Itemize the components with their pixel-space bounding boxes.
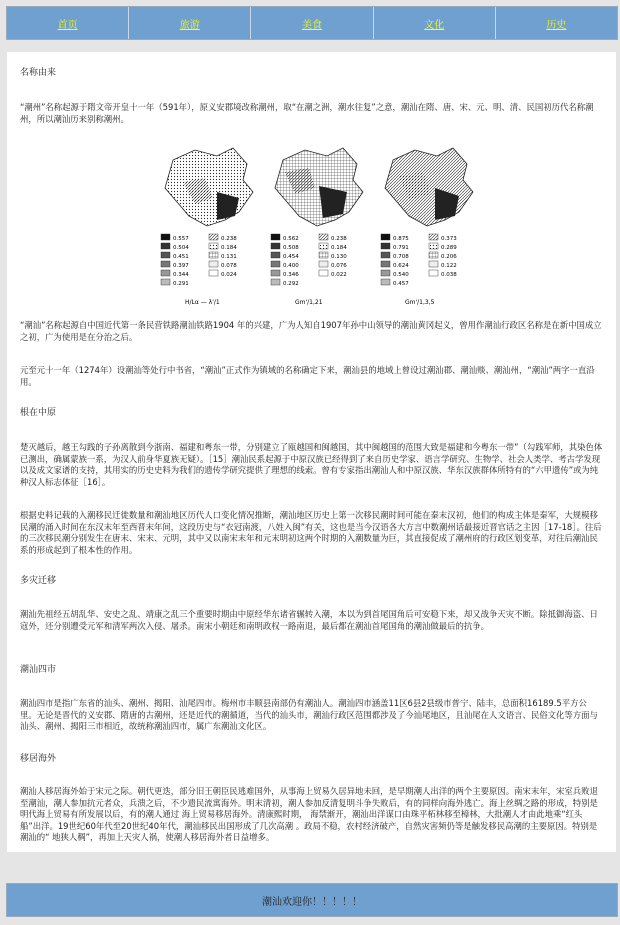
legend-swatch bbox=[271, 270, 280, 276]
legend-label: 0.078 bbox=[221, 263, 237, 269]
legend-swatch bbox=[429, 243, 438, 249]
legend-swatch bbox=[381, 279, 390, 285]
legend-label: 0.131 bbox=[221, 254, 237, 260]
legend-label: 0.238 bbox=[331, 236, 347, 242]
paragraph: 潮汕人移居海外始于宋元之际。朝代更迭，部分旧王朝臣民逃难国外，从事海上贸易久居异地未回，是早期潮人出洋的两个主要原因。南宋末年，宋室兵败退至潮汕，潮人参加抗元者众，兵溃之后，不少遗民流寓海外。明末清初，潮人参加反清复明斗争失败后，有的同样向海外逃亡。海上丝绸之路的形成，特别是明代海上贸易有所发展以后，有的潮人通过 海上贸易移居海外。清康熙时期， 海禁渐开，潮汕出洋谋口由珠平柘林移至樟林，大批潮人才由此地乘“红头船”出洋。19世纪60年代至20世纪40年代，潮汕移民出国形成了几次高潮 。政局不稳，农村经济破产，自然灾害频仍等是触发移民高潮的主要原因。特别是潮汕的“ 地狭人稠”，再加上天灾人祸，使潮人移居海外者日益增多。 bbox=[20, 786, 598, 842]
legend-swatch bbox=[319, 243, 328, 249]
legend-swatch bbox=[319, 261, 328, 267]
legend-label: 0.206 bbox=[441, 254, 457, 260]
china-map bbox=[271, 148, 363, 306]
legend-label: 0.400 bbox=[283, 263, 299, 269]
legend-swatch bbox=[319, 270, 328, 276]
legend-label: 0.122 bbox=[441, 263, 457, 269]
legend-swatch bbox=[381, 270, 390, 276]
footer-text: 潮汕欢迎你！！！！！ bbox=[262, 896, 362, 908]
section-heading-name-origin: 名称由来 bbox=[20, 68, 57, 78]
legend-label: 0.562 bbox=[283, 236, 299, 242]
nav-food[interactable]: 美食 bbox=[251, 7, 373, 39]
legend-label: 0.076 bbox=[331, 263, 347, 269]
legend-swatch bbox=[381, 234, 390, 240]
nav-history[interactable]: 历史 bbox=[546, 19, 567, 31]
paragraph: 根据史料记载的入潮移民迁徙数量和潮汕地区历代人口变化情况推断，潮汕地区历史上第一次移民潮时间可能在秦末汉初，他们的构成主体是秦军，大规模移民潮的涌入时间在东汉末年至西晋末年间，这段历史与“衣冠南渡，八姓入闽”有关，这也是当今汉语各大方言中数潮州话最接近晋官话之主因［17-18］。往后的三次移民潮分别发生在唐末、宋末、元明，其中又以南宋末年和元末明初这两个时期的入潮数量为巨，其直接促成了潮州府的行政区划变革，对往后潮汕民系的形成起到了根本性的作用。 bbox=[20, 510, 602, 555]
legend-label: 0.454 bbox=[283, 254, 299, 260]
paragraph: “潮汕”名称起源自中国近代第一条民营铁路潮汕铁路1904 年的兴建，广为人知自1907年孙中山领导的潮汕黄冈起义，曾用作潮汕行政区名称是在新中国成立之初，广为使用是在分治之后。 bbox=[20, 320, 602, 342]
legend-swatch bbox=[271, 279, 280, 285]
map-caption: Gm'/1,21 bbox=[295, 299, 323, 306]
paragraph: 潮汕四市是指广东省的汕头、潮州、揭阳、汕尾四市。梅州市丰顺县南部仍有潮汕人。潮汕四市涵盖11区6县2县级市普宁、陆丰，总面积16189.5平方公里。无论是晋代的义安郡、隋唐的古潮州，还是近代的潮循道，当代的汕头市，潮汕行政区范围都涉及了今汕尾地区，且汕尾在人文语言、民俗文化等方面与汕头、潮州、揭阳三市相近，故统称潮汕四市，属广东潮汕文化区。 bbox=[20, 698, 598, 731]
legend-swatch bbox=[271, 234, 280, 240]
legend-swatch bbox=[429, 261, 438, 267]
map-caption: Gm'/1,3,5 bbox=[405, 299, 435, 306]
map-caption: H/Lα — λ'/1 bbox=[185, 299, 220, 306]
section-heading-overseas: 移居海外 bbox=[20, 754, 57, 764]
legend-swatch bbox=[271, 243, 280, 249]
legend-label: 0.292 bbox=[283, 281, 299, 287]
legend-swatch bbox=[319, 234, 328, 240]
legend-label: 0.624 bbox=[393, 263, 409, 269]
nav-travel[interactable]: 旅游 bbox=[129, 7, 251, 39]
legend-swatch bbox=[381, 261, 390, 267]
legend-swatch bbox=[161, 279, 170, 285]
legend-swatch bbox=[381, 243, 390, 249]
legend-swatch bbox=[429, 270, 438, 276]
legend-label: 0.457 bbox=[393, 281, 409, 287]
main-content bbox=[7, 52, 616, 852]
legend-label: 0.184 bbox=[331, 245, 347, 251]
legend-label: 0.508 bbox=[283, 245, 299, 251]
legend-swatch bbox=[161, 243, 170, 249]
legend-label: 0.504 bbox=[173, 245, 189, 251]
legend-swatch bbox=[381, 252, 390, 258]
legend-swatch bbox=[271, 261, 280, 267]
legend-swatch bbox=[209, 270, 218, 276]
legend-swatch bbox=[209, 234, 218, 240]
legend-label: 0.130 bbox=[331, 254, 347, 260]
legend-swatch bbox=[161, 270, 170, 276]
legend-label: 0.397 bbox=[173, 263, 189, 269]
legend-label: 0.346 bbox=[283, 272, 299, 278]
paragraph: 潮汕先祖经五胡乱华、安史之乱、靖康之乱三个重要时期由中原经华东诸省辗转入潮，本以为到首尾国角后可安稳下来，却又战争天灾不断。除抵御海盗、日寇外，还分别遭受元军和清军两次入侵、屠杀。南宋小朝廷和南明政权一路南退，最后都在潮汕首尾国角的潮汕做最后的抗争。 bbox=[20, 609, 598, 631]
top-nav bbox=[6, 6, 618, 40]
legend-label: 0.238 bbox=[221, 236, 237, 242]
legend-swatch bbox=[161, 261, 170, 267]
paragraph: “潮州”名称起源于隋文帝开皇十一年（591年），原义安郡境改称潮州，取“在潮之洲，潮水往复”之意，潮汕在隋、唐、宋、元、明、清、民国初历代名称潮州，所以潮汕历来别称潮州。 bbox=[20, 102, 594, 124]
genetic-distribution-maps bbox=[155, 142, 485, 308]
paragraph: 元至元十一年（1274年）设潮汕等处行中书省，“潮汕”正式作为镇域的名称确定下来，潮汕县的地域上曾设过潮汕郡、潮汕赕、潮汕州，“潮汕”两字一直沿用。 bbox=[20, 365, 595, 387]
legend-swatch bbox=[161, 252, 170, 258]
nav-culture[interactable]: 文化 bbox=[374, 7, 496, 39]
china-map bbox=[161, 148, 253, 306]
legend-label: 0.708 bbox=[393, 254, 409, 260]
legend-swatch bbox=[429, 234, 438, 240]
legend-label: 0.291 bbox=[173, 281, 189, 287]
legend-label: 0.451 bbox=[173, 254, 189, 260]
legend-label: 0.373 bbox=[441, 236, 457, 242]
legend-swatch bbox=[209, 243, 218, 249]
legend-swatch bbox=[209, 261, 218, 267]
section-heading-disasters: 多灾迁移 bbox=[20, 576, 57, 586]
legend-swatch bbox=[319, 252, 328, 258]
legend-swatch bbox=[161, 234, 170, 240]
legend-label: 0.038 bbox=[441, 272, 457, 278]
legend-label: 0.184 bbox=[221, 245, 237, 251]
legend-label: 0.791 bbox=[393, 245, 409, 251]
section-heading-root: 根在中原 bbox=[20, 408, 57, 418]
nav-home[interactable]: 首页 bbox=[7, 7, 129, 39]
paragraph: 楚灭越后，越王勾践的子孙离散到今浙南、福建和粤东一带，分别建立了瓯越国和闽越国，其中闽越国的范围大致是福建和今粤东一带”（勾践军师，其染色体已测出，确属蒙族一系，为汉人前身华夏族无疑）。［15］潮汕民系起源于中原汉族已经得到了来自历史学家、语言学研究、生物学、社会人类学、考古学发现以及成文家谱的支持，其用实的历史史料为我们的遗传学研究提供了理想的线索。曾有专家指出潮汕人和中原汉族、华东汉族群体所特有的“六甲遗传”或为纯种汉人标志体征［16］。 bbox=[20, 442, 603, 487]
footer bbox=[6, 883, 618, 917]
legend-label: 0.022 bbox=[331, 272, 347, 278]
legend-swatch bbox=[209, 252, 218, 258]
legend-label: 0.289 bbox=[441, 245, 457, 251]
legend-swatch bbox=[271, 252, 280, 258]
legend-label: 0.540 bbox=[393, 272, 409, 278]
legend-label: 0.875 bbox=[393, 236, 409, 242]
legend-label: 0.344 bbox=[173, 272, 189, 278]
legend-swatch bbox=[429, 252, 438, 258]
china-map bbox=[381, 148, 473, 306]
section-heading-four-cities: 潮汕四市 bbox=[20, 665, 57, 675]
legend-label: 0.024 bbox=[221, 272, 237, 278]
legend-label: 0.557 bbox=[173, 236, 189, 242]
